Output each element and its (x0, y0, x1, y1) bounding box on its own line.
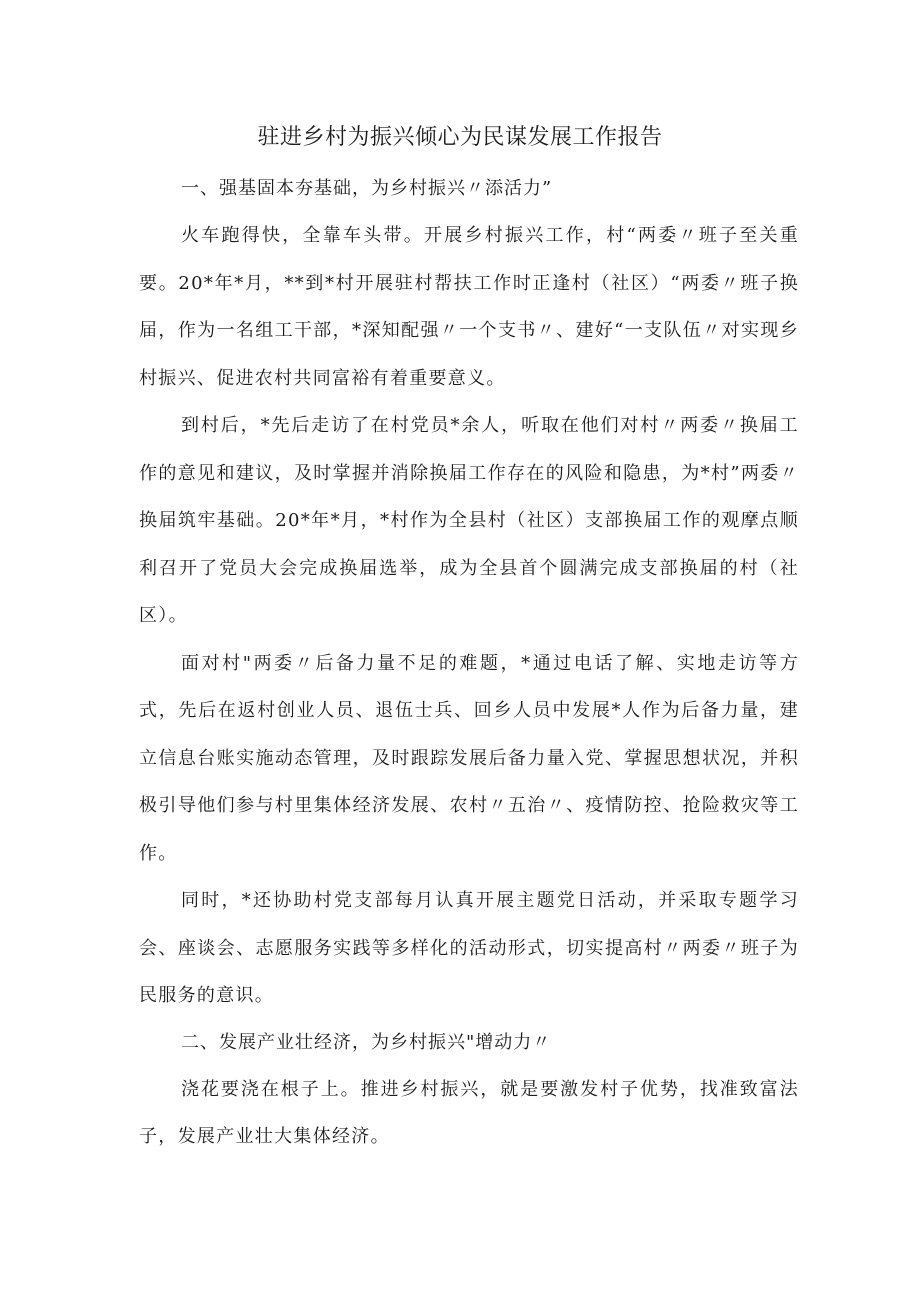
paragraph: 同时，*还协助村党支部每月认真开展主题党日活动，并采取专题学习会、座谈会、志愿服务实践等多样化的活动形式，切实提高村〃两委〃班子为民服务的意识。 (139, 890, 799, 1006)
paragraph: 面对村"两委〃后备力量不足的难题，*通过电话了解、实地走访等方式，先后在返村创业人员、退伍士兵、回乡人员中发展*人作为后备力量，建立信息台账实施动态管理，及时跟踪发展后备力量入党、掌握思想状况，并积极引导他们参与村里集体经济发展、农村〃五治〃、疫情防控、抢险救灾等工作。 (139, 652, 799, 864)
section-heading-1: 一、强基固本夯基础，为乡村振兴〃添活力” (181, 178, 553, 199)
document-title: 驻进乡村为振兴倾心为民谋发展工作报告 (257, 125, 663, 150)
paragraph: 火车跑得快，全靠车头带。开展乡村振兴工作，村“两委〃班子至关重要。20*年*月，**到*村开展驻村帮扶工作时正逢村（社区）“两委〃班子换届，作为一名组工干部，*深知配强〃一个支书〃、建好“一支队伍〃对实现乡村振兴、促进农村共同富裕有着重要意义。 (139, 225, 799, 389)
section-heading-2: 二、发展产业壮经济，为乡村振兴"增动力〃 (181, 1031, 552, 1053)
document-body (139, 166, 799, 1161)
paragraph: 到村后，*先后走访了在村党员*余人，听取在他们对村〃两委〃换届工作的意见和建议，及时掌握并消除换届工作存在的风险和隐患，为*村”两委〃换届筑牢基础。20*年*月，*村作为全县村（社区）支部换届工作的观摩点顺利召开了党员大会完成换届选举，成为全县首个圆满完成支部换届的村（社区）。 (139, 415, 799, 626)
paragraph: 浇花要浇在根子上。推进乡村振兴，就是要激发村子优势，找准致富法子，发展产业壮大集体经济。 (139, 1078, 799, 1147)
